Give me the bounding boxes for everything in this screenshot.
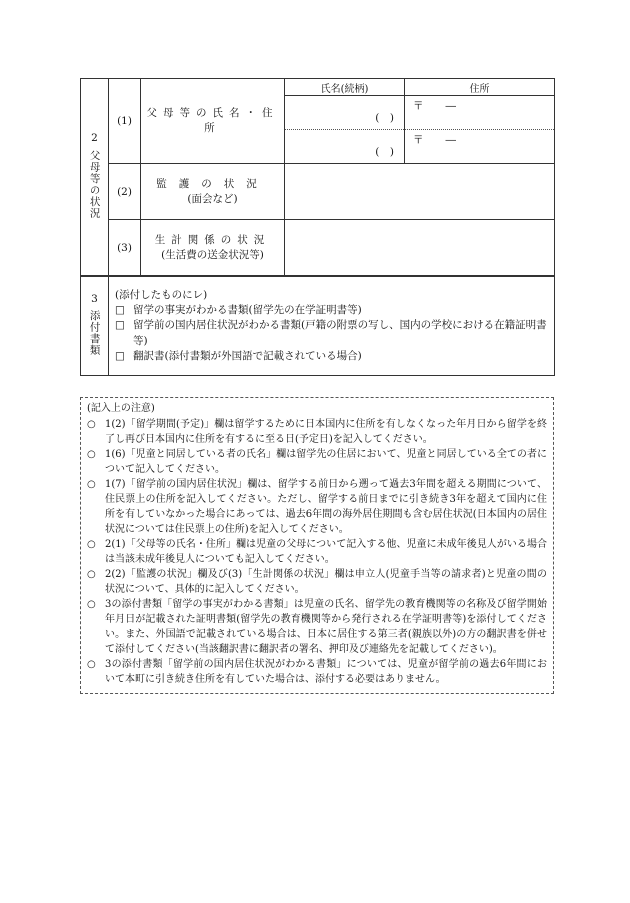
custody-status-label: 監護の状況 [156, 177, 269, 190]
attachment-label: 翻訳書(添付書類が外国語で記載されている場合) [133, 349, 362, 362]
section-3-title: 添付書類 [88, 310, 101, 356]
parent-1-name-field[interactable] [285, 96, 405, 130]
postal-dash-1: ― [445, 100, 456, 112]
section-2-title: 父母等の状況 [88, 149, 101, 219]
livelihood-status-sublabel: (生活費の送金状況等) [161, 248, 264, 261]
parent-1-relationship-paren: ( ) [375, 112, 394, 124]
attachments-table [80, 276, 555, 376]
instruction-item [87, 567, 547, 597]
row-3-label [141, 220, 285, 276]
row-1-label [141, 79, 285, 164]
section-2-number: 2 [91, 132, 98, 145]
parent-1-address-field[interactable] [405, 96, 555, 130]
postal-mark-2: 〒 [413, 134, 424, 146]
row-3-number: (3) [109, 220, 141, 276]
bullet-icon: ○ [87, 449, 96, 460]
section-3-number: 3 [91, 292, 98, 305]
row-2-label [141, 164, 285, 220]
instruction-text: 2(2)「監護の状況」欄及び(3)「生計関係の状況」欄は申立人(児童手当等の請求者)と児童の間の状況について、具体的に記入してください。 [105, 569, 547, 595]
instruction-text: 1(2)「留学期間(予定)」欄は留学するために日本国内に住所を有しなくなった年月日から留学を終了し再び日本国内に住所を有するに至る日(予定日)を記入してください。 [105, 419, 547, 445]
instruction-item [87, 597, 547, 657]
attachment-label: 留学前の国内居住状況がわかる書類(戸籍の附票の写し、国内の学校における在籍証明書等) [133, 319, 547, 347]
instruction-item [87, 537, 547, 567]
attachment-label: 留学の事実がわかる書類(留学先の在学証明書等) [133, 304, 362, 317]
postal-dash-2: ― [445, 134, 456, 146]
bullet-icon: ○ [87, 419, 96, 430]
instruction-text: 1(7)「留学前の国内居住状況」欄は、留学する前日から遡って過去3年間を超える期間について、住民票上の住所を記入してください。ただし、留学する前日までに引き続き3年を超えて国内に住所を有していなかった場合にあっては、過去6年間の海外居住期間も含む居住状況(日本国内の居住状況については住民票上の住所)を記入してください。 [105, 479, 547, 535]
instructions-box [80, 397, 554, 694]
parent-2-address-field[interactable] [405, 130, 555, 164]
checkbox-icon[interactable]: □ [115, 349, 125, 362]
livelihood-status-field[interactable] [285, 220, 555, 276]
application-form-table [80, 78, 555, 276]
name-relationship-header: 氏名(続柄) [285, 79, 405, 96]
section-2-heading [81, 79, 109, 276]
instruction-item [87, 477, 547, 537]
parents-name-address-label: 父母等の氏名・住所 [146, 107, 279, 134]
row-2-number: (2) [109, 164, 141, 220]
checkbox-icon[interactable]: □ [115, 319, 125, 332]
address-header: 住所 [405, 79, 555, 96]
section-3-heading [81, 277, 109, 376]
bullet-icon: ○ [87, 569, 96, 580]
instruction-text: 3の添付書類「留学の事実がわかる書類」は児童の氏名、留学先の教育機関等の名称及び留学開始年月日が記載された証明書類(留学先の教育機関等から発行される在学証明書等)を添付してください。また、外国語で記載されている場合は、日本に居住する第三者(親族以外)の方の翻訳書を併せて添付してください(当該翻訳書に翻訳者の署名、押印及び連絡先を記載してください)。 [105, 599, 547, 655]
parent-2-name-field[interactable] [285, 130, 405, 164]
attachment-item[interactable] [115, 349, 548, 364]
bullet-icon: ○ [87, 599, 96, 610]
instruction-item [87, 447, 547, 477]
instruction-item [87, 657, 547, 687]
checkbox-icon[interactable]: □ [115, 304, 125, 317]
bullet-icon: ○ [87, 479, 96, 490]
attachments-list [109, 277, 555, 376]
attachment-item[interactable] [115, 303, 548, 318]
row-1-number: (1) [109, 79, 141, 164]
instruction-item [87, 417, 547, 447]
bullet-icon: ○ [87, 539, 96, 550]
postal-mark-1: 〒 [413, 100, 424, 112]
livelihood-status-label: 生計関係の状況 [154, 233, 271, 246]
attachment-item[interactable] [115, 318, 548, 348]
parent-2-relationship-paren: ( ) [375, 146, 394, 158]
custody-status-sublabel: (面会など) [187, 192, 238, 205]
instruction-text: 1(6)「児童と同居している者の氏名」欄は留学先の住居において、児童と同居している全ての者について記入してください。 [105, 449, 547, 475]
instruction-text: 2(1)「父母等の氏名・住所」欄は児童の父母について記入する他、児童に未成年後見人がいる場合は当該未成年後見人についても記入してください。 [105, 539, 547, 565]
instruction-text: 3の添付書類「留学前の国内居住状況がわかる書類」については、児童が留学前の過去6年間において本町に引き続き住所を有していた場合は、添付する必要はありません。 [105, 659, 547, 685]
attachments-intro: (添付したものにレ) [115, 288, 208, 301]
bullet-icon: ○ [87, 659, 96, 670]
instructions-title: (記入上の注意) [87, 403, 155, 414]
custody-status-field[interactable] [285, 164, 555, 220]
